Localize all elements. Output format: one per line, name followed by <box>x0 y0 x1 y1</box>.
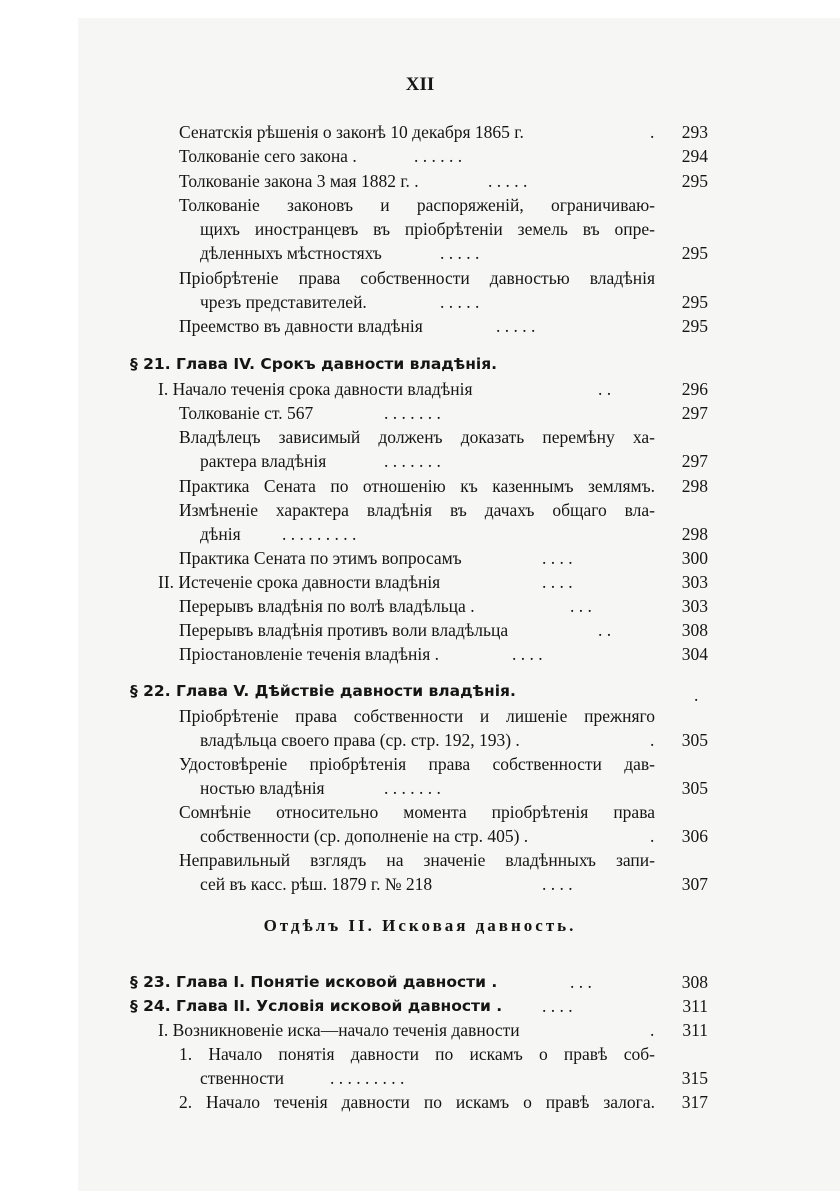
toc-page-number: 317 <box>681 1092 708 1112</box>
toc-entry-text: Практика Сената по отношенію къ казеннымъ землямъ. <box>179 476 655 496</box>
toc-leader: . . . . . . . . . <box>330 1068 405 1088</box>
toc-leader: . . . . . <box>440 292 480 312</box>
toc-leader: . . . . . <box>440 243 480 263</box>
toc-page-number: 311 <box>682 1020 708 1040</box>
toc-leader: . . . . <box>542 572 573 592</box>
toc-page-number: 308 <box>681 620 708 640</box>
toc-entry-text: § 24. Глава II. Условія исковой давности . <box>130 997 503 1015</box>
toc-entry-line: Неправильный взглядъ на значеніе владѣнныхъ запи- <box>179 850 655 870</box>
toc-leader: . . . . <box>542 996 573 1016</box>
toc-entry-text: Пріостановленіе теченія владѣнія . <box>179 644 440 664</box>
toc-leader: . . . . <box>542 874 573 894</box>
toc-leader: . . . . . <box>488 171 528 191</box>
toc-entry-line: Сомнѣніе относительно момента пріобрѣтенія права <box>179 802 655 822</box>
toc-entry-line: щихъ иностранцевъ въ пріобрѣтеніи земель въ опре- <box>200 219 655 239</box>
toc-entry-line: 1. Начало понятія давности по искамъ о правѣ соб- <box>179 1044 655 1064</box>
toc-page-number: 304 <box>681 644 708 664</box>
toc-page-number: 298 <box>681 476 708 496</box>
toc-entry-line: дѣнія <box>200 524 241 544</box>
toc-entry-line: Удостовѣреніе пріобрѣтенія права собственности дав- <box>179 754 655 774</box>
toc-leader: . . . . <box>542 548 573 568</box>
toc-page-number: 300 <box>681 548 708 568</box>
toc-page-number: 315 <box>681 1068 708 1088</box>
toc-page-number: 306 <box>681 826 708 846</box>
toc-entry-line: рактера владѣнія <box>200 451 327 471</box>
toc-page-number: 298 <box>681 524 708 544</box>
section-title: Отдѣлъ II. Исковая давность. <box>263 916 577 935</box>
toc-entry-line: ностью владѣнія <box>200 778 325 798</box>
chapter-heading: § 21. Глава IV. Срокъ давности владѣнія. <box>130 355 498 373</box>
toc-page-number: 294 <box>681 146 708 166</box>
toc-page-number: 311 <box>682 996 708 1016</box>
toc-leader: . <box>650 826 655 846</box>
toc-leader: . . . . . . <box>414 146 463 166</box>
stray-dot: . <box>694 685 699 705</box>
toc-leader: . . . . . . . <box>384 778 441 798</box>
toc-leader: . <box>650 730 655 750</box>
toc-entry-line: сей въ касс. рѣш. 1879 г. № 218 <box>200 874 433 894</box>
toc-leader: . . . . . <box>496 316 536 336</box>
toc-entry-text: § 23. Глава I. Понятіе исковой давности . <box>130 973 498 991</box>
toc-entry-text: Сенатскія рѣшенія о законѣ 10 декабря 1865 г. <box>179 122 524 142</box>
toc-leader: . . . . . . . . . <box>282 524 357 544</box>
chapter-heading: § 22. Глава V. Дѣйствіе давности владѣнія. <box>130 682 516 700</box>
page-number-heading: XII <box>405 74 435 95</box>
toc-entry-text: Преемство въ давности владѣнія <box>179 316 423 336</box>
toc-entry-text: I. Начало теченія срока давности владѣнія <box>158 379 473 399</box>
toc-page-number: 308 <box>681 972 708 992</box>
toc-entry-line: Пріобрѣтеніе права собственности и лишеніе прежняго <box>179 706 655 726</box>
toc-leader: . . <box>598 379 612 399</box>
toc-entry-text: Толкованіе ст. 567 <box>179 403 314 423</box>
toc-page-number: 297 <box>681 451 708 471</box>
toc-entry-text: 2. Начало теченія давности по искамъ о правѣ залога. <box>179 1092 655 1112</box>
toc-entry-text: I. Возникновеніе иска—начало теченія давности <box>158 1020 520 1040</box>
toc-entry-line: Измѣненіе характера владѣнія въ дачахъ общаго вла- <box>179 500 655 520</box>
toc-entry-text: Перерывъ владѣнія по волѣ владѣльца . <box>179 596 475 616</box>
toc-page-number: 295 <box>681 171 708 191</box>
toc-leader: . . . . <box>512 644 543 664</box>
toc-entry-line: Владѣлецъ зависимый долженъ доказать перемѣну ха- <box>179 427 655 447</box>
toc-entry-line: Пріобрѣтеніе права собственности давностью владѣнія <box>179 268 655 288</box>
toc-page-number: 295 <box>681 292 708 312</box>
toc-leader: . . <box>598 620 612 640</box>
toc-leader: . <box>650 122 655 142</box>
toc-entry-line: владѣльца своего права (ср. стр. 192, 193) . <box>200 730 520 750</box>
toc-entry-line: Толкованіе законовъ и распоряженій, ограничиваю- <box>179 195 655 215</box>
toc-page-number: 307 <box>681 874 708 894</box>
toc-entry-text: Практика Сената по этимъ вопросамъ <box>179 548 462 568</box>
toc-entry-text: Перерывъ владѣнія противъ воли владѣльца <box>179 620 509 640</box>
toc-entry-line: дѣленныхъ мѣстностяхъ <box>200 243 382 263</box>
toc-entry-line: чрезъ представителей. <box>200 292 367 312</box>
toc-page-number: 305 <box>681 778 708 798</box>
toc-page-number: 303 <box>681 572 708 592</box>
toc-page-number: 303 <box>681 596 708 616</box>
toc-leader: . <box>650 1020 655 1040</box>
toc-entry-text: Толкованіе закона 3 мая 1882 г. . <box>179 171 419 191</box>
toc-entry-text: Толкованіе сего закона . <box>179 146 357 166</box>
toc-leader: . . . . . . . <box>384 403 441 423</box>
toc-page-number: 296 <box>681 379 708 399</box>
toc-leader: . . . <box>570 596 592 616</box>
toc-page-number: 295 <box>681 316 708 336</box>
toc-page-number: 297 <box>681 403 708 423</box>
toc-page-number: 295 <box>681 243 708 263</box>
toc-leader: . . . <box>570 972 592 992</box>
toc-entry-text: II. Истеченіе срока давности владѣнія <box>158 572 441 592</box>
toc-page-number: 305 <box>681 730 708 750</box>
toc-page-number: 293 <box>681 122 708 142</box>
toc-entry-line: собственности (ср. дополненіе на стр. 405) . <box>200 826 529 846</box>
toc-leader: . . . . . . . <box>384 451 441 471</box>
toc-entry-line: ственности <box>200 1068 285 1088</box>
